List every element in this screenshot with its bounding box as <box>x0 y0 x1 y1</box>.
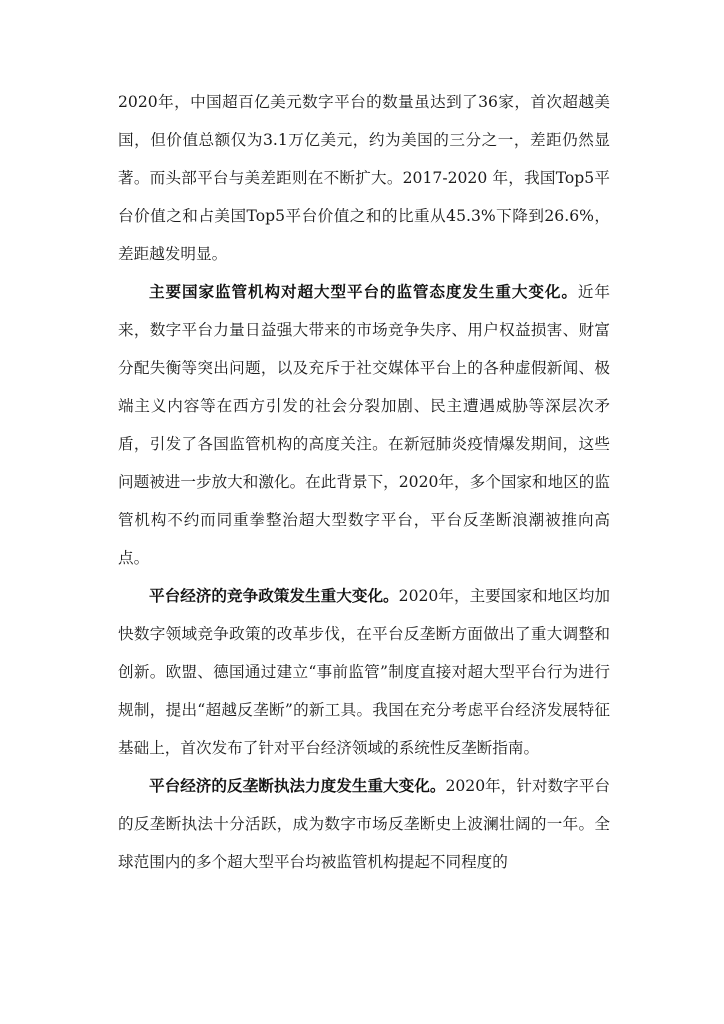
paragraph-body: 近年来，数字平台力量日益强大带来的市场竞争失序、用户权益损害、财富分配失衡等突出问题，以及充斥于社交媒体平台上的各种虚假新闻、极端主义内容等在西方引发的社会分裂加剧、民主遭遇威胁等深层次矛盾，引发了各国监管机构的高度关注。在新冠肺炎疫情爆发期间，这些问题被进一步放大和激化。在此背景下，2020年，多个国家和地区的监管机构不约而同重拳整治超大型数字平台，平台反垄断浪潮被推向高点。 <box>118 283 610 567</box>
paragraph-lead: 平台经济的反垄断执法力度发生重大变化。 <box>149 777 446 795</box>
paragraph-body: 2020年，中国超百亿美元数字平台的数量虽达到了36家，首次超越美国，但价值总额仅为3.1万亿美元，约为美国的三分之一，差距仍然显著。而头部平台与美差距则在不断扩大。2017-2020 年，我国Top5平台价值之和占美国Top5平台价值之和的比重从45.3%下降到26.6%，差距越发明显。 <box>118 93 610 263</box>
paragraph-body: 2020年，主要国家和地区均加快数字领域竞争政策的改革步伐，在平台反垄断方面做出了重大调整和创新。欧盟、德国通过建立“事前监管”制度直接对超大型平台行为进行规制，提出“超越反垄断”的新工具。我国在充分考虑平台经济发展特征基础上，首次发布了针对平台经济领域的系统性反垄断指南。 <box>118 587 610 757</box>
paragraph-platform-value <box>118 83 610 273</box>
paragraph-competition-policy <box>118 577 610 767</box>
paragraph-antitrust-enforcement <box>118 767 610 881</box>
body-text <box>118 83 610 881</box>
paragraph-body: 2020年，针对数字平台的反垄断执法十分活跃，成为数字市场反垄断史上波澜壮阔的一年。全球范围内的多个超大型平台均被监管机构提起不同程度的 <box>118 777 610 871</box>
paragraph-lead: 主要国家监管机构对超大型平台的监管态度发生重大变化。 <box>149 283 578 301</box>
paragraph-lead: 平台经济的竞争政策发生重大变化。 <box>149 587 399 605</box>
paragraph-regulatory-attitude <box>118 273 610 577</box>
